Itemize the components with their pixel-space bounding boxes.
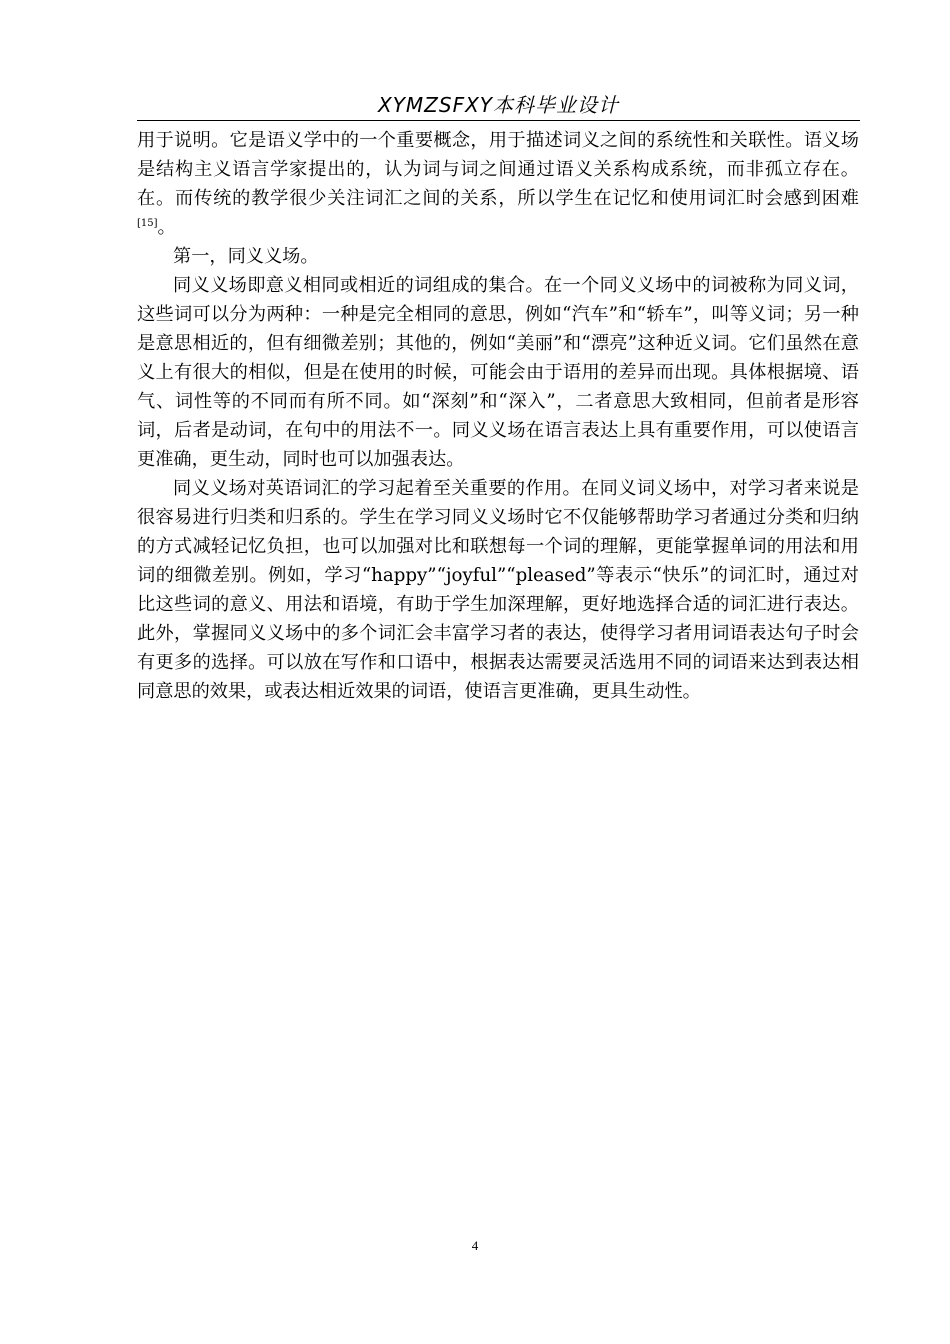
paragraph-1-end: 。: [157, 217, 176, 238]
body-text: [137, 126, 859, 706]
section-heading: 第一，同义义场。: [173, 246, 319, 267]
citation-marker: [15]: [137, 218, 158, 229]
paragraph-3: 同义义场即意义相同或相近的词组成的集合。在一个同义义场中的词被称为同义词，这些词可以分为两种：一种是完全相同的意思，例如“汽车”和“轿车”，叫等义词；另一种是意思相近的，但有细微差别；其他的，例如“美丽”和“漂亮”这种近义词。它们虽然在意义上有很大的相似，但是在使用的时候，可能会由于语用的差异而出现。具体根据境、语气、词性等的不同而有所不同。如“深刻”和“深入”，二者意思大致相同，但前者是形容词，后者是动词，在句中的用法不一。同义义场在语言表达上具有重要作用，可以使语言更准确，更生动，同时也可以加强表达。: [137, 275, 859, 470]
page-number: 4: [471, 1238, 479, 1253]
running-header: XYMZSFXY本科毕业设计: [378, 93, 619, 117]
paragraph-1: [137, 126, 859, 242]
paragraph-4: 同义义场对英语词汇的学习起着至关重要的作用。在同义词义场中，对学习者来说是很容易进行归类和归系的。学生在学习同义义场时它不仅能够帮助学习者通过分类和归纳的方式减轻记忆负担，也可以加强对比和联想每一个词的理解，更能掌握单词的用法和用词的细微差别。例如，学习“happy”“joyful”“pleased”等表示“快乐”的词汇时，通过对比这些词的意义、用法和语境，有助于学生加深理解，更好地选择合适的词汇进行表达。此外，掌握同义义场中的多个词汇会丰富学习者的表达，使得学习者用词语表达句子时会有更多的选择。可以放在写作和口语中，根据表达需要灵活选用不同的词语来达到表达相同意思的效果，或表达相近效果的词语，使语言更准确，更具生动性。: [137, 478, 859, 702]
header-rule: [137, 120, 860, 121]
paragraph-1-text: 用于说明。它是语义学中的一个重要概念，用于描述词义之间的系统性和关联性。语义场是结构主义语言学家提出的，认为词与词之间通过语义关系构成系统，而非孤立存在。在。而传统的教学很少关注词汇之间的关系，所以学生在记忆和使用词汇时会感到困难: [137, 130, 859, 209]
